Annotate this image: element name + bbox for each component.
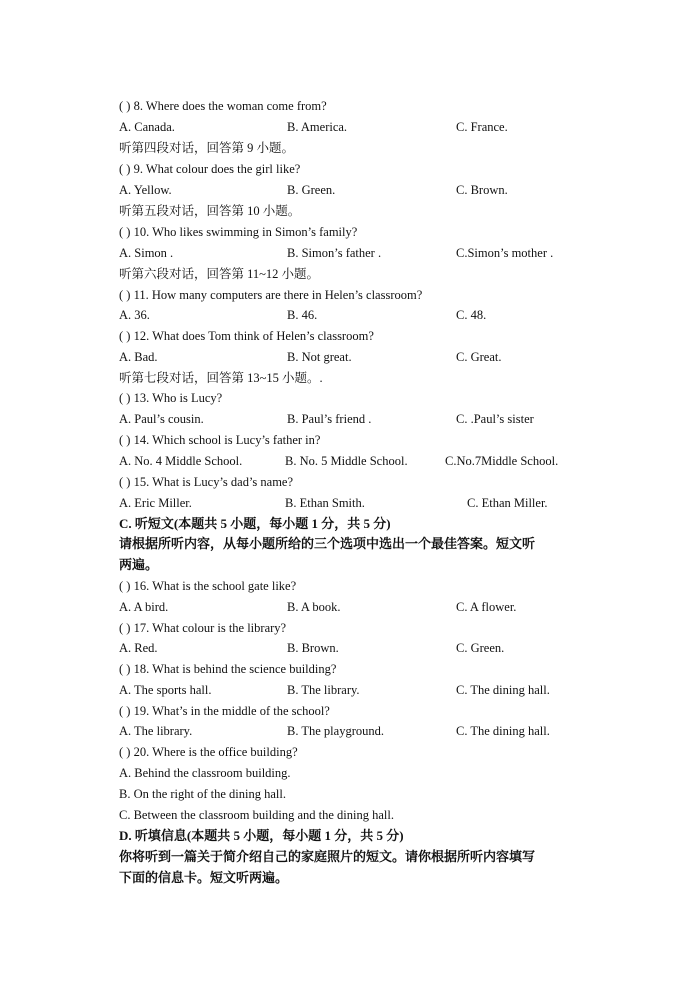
question-line: ( ) 8. Where does the woman come from? (119, 99, 327, 113)
question-line: ( ) 16. What is the school gate like? (119, 579, 297, 593)
section-heading: 下面的信息卡。短文听两遍。 (119, 870, 289, 885)
answer-option-c: C. .Paul’s sister (456, 412, 534, 426)
instruction-line: 听第四段对话，回答第 9 小题。 (119, 141, 295, 155)
answer-option-a: A. No. 4 Middle School. (119, 454, 243, 468)
answer-option-c: C. Ethan Miller. (467, 496, 548, 510)
section-heading: 两遍。 (119, 557, 159, 572)
question-line: ( ) 18. What is behind the science building? (119, 662, 337, 676)
option-line: C. Between the classroom building and the dining hall. (119, 808, 394, 822)
section-heading: 请根据所听内容，从每小题所给的三个选项中选出一个最佳答案。短文听 (119, 536, 536, 551)
answer-option-b: B. Brown. (287, 641, 339, 655)
answer-option-b: B. Paul’s friend . (287, 412, 372, 426)
answer-option-a: A. Bad. (119, 350, 158, 364)
answer-option-b: B. The playground. (287, 724, 384, 738)
answer-option-b: B. Ethan Smith. (285, 496, 365, 510)
answer-option-a: A. A bird. (119, 600, 169, 614)
instruction-line: 听第六段对话，回答第 11~12 小题。 (119, 267, 320, 281)
answer-option-a: A. Eric Miller. (119, 496, 192, 510)
question-line: ( ) 9. What colour does the girl like? (119, 162, 301, 176)
answer-option-c: C. Brown. (456, 183, 508, 197)
question-line: ( ) 17. What colour is the library? (119, 621, 287, 635)
section-heading: 你将听到一篇关于简介绍自己的家庭照片的短文。请你根据所听内容填写 (119, 849, 536, 864)
answer-option-b: B. The library. (287, 683, 360, 697)
answer-option-c: C.No.7Middle School. (445, 454, 559, 468)
question-line: ( ) 19. What’s in the middle of the school? (119, 704, 330, 718)
answer-option-c: C. A flower. (456, 600, 517, 614)
answer-option-a: A. 36. (119, 308, 150, 322)
option-line: A. Behind the classroom building. (119, 766, 291, 780)
answer-option-a: A. The sports hall. (119, 683, 212, 697)
answer-option-b: B. America. (287, 120, 348, 134)
answer-option-b: B. A book. (287, 600, 341, 614)
answer-option-a: A. The library. (119, 724, 193, 738)
answer-option-a: A. Red. (119, 641, 158, 655)
question-line: ( ) 11. How many computers are there in Helen’s classroom? (119, 288, 423, 302)
answer-option-c: C. France. (456, 120, 508, 134)
answer-option-c: C. 48. (456, 308, 487, 322)
question-line: ( ) 15. What is Lucy’s dad’s name? (119, 475, 294, 489)
answer-option-c: C. The dining hall. (456, 683, 550, 697)
section-heading: D. 听填信息(本题共 5 小题，每小题 1 分，共 5 分) (119, 828, 404, 843)
answer-option-c: C. The dining hall. (456, 724, 550, 738)
question-line: ( ) 13. Who is Lucy? (119, 391, 223, 405)
instruction-line: 听第五段对话，回答第 10 小题。 (119, 204, 301, 218)
answer-option-b: B. No. 5 Middle School. (285, 454, 408, 468)
answer-option-c: C. Great. (456, 350, 502, 364)
answer-option-a: A. Paul’s cousin. (119, 412, 204, 426)
answer-option-c: C. Green. (456, 641, 505, 655)
section-heading: C. 听短文(本题共 5 小题，每小题 1 分，共 5 分) (119, 516, 391, 531)
instruction-line: 听第七段对话，回答第 13~15 小题。. (119, 371, 323, 385)
question-line: ( ) 12. What does Tom think of Helen’s classroom? (119, 329, 374, 343)
question-line: ( ) 20. Where is the office building? (119, 745, 298, 759)
answer-option-b: B. Green. (287, 183, 336, 197)
answer-option-b: B. Not great. (287, 350, 352, 364)
option-line: B. On the right of the dining hall. (119, 787, 286, 801)
answer-option-a: A. Yellow. (119, 183, 172, 197)
answer-option-a: A. Canada. (119, 120, 175, 134)
answer-option-c: C.Simon’s mother . (456, 246, 554, 260)
question-line: ( ) 14. Which school is Lucy’s father in? (119, 433, 321, 447)
answer-option-a: A. Simon . (119, 246, 174, 260)
answer-option-b: B. Simon’s father . (287, 246, 382, 260)
question-line: ( ) 10. Who likes swimming in Simon’s family? (119, 225, 358, 239)
answer-option-b: B. 46. (287, 308, 318, 322)
